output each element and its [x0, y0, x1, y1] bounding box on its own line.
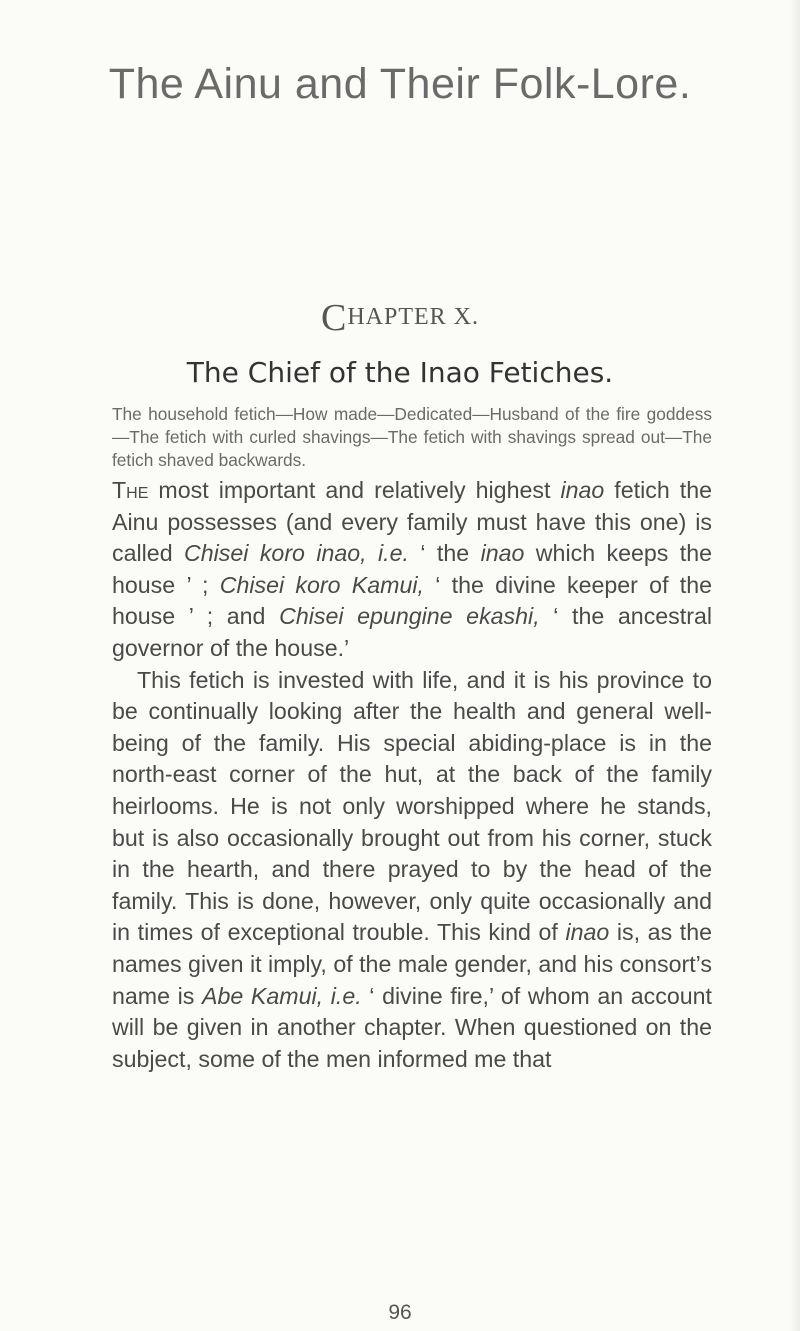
page-edge-shadow — [790, 0, 800, 1331]
text-run: ‘ the — [408, 540, 481, 567]
text-run: ‘ divine fire,’ of whom an account will be given in another chapter. When questioned on the subject, some of the men informed me that — [112, 982, 712, 1072]
text-run: most important and relatively highest — [148, 477, 561, 503]
chapter-initial: C — [320, 297, 348, 339]
text-run: ‘ the ancestral governor of the house.’ — [112, 603, 712, 661]
paragraph-2 — [112, 665, 712, 1076]
paragraph-lead-word: The — [112, 477, 149, 503]
italic-term: Abe Kamui, i.e. — [202, 982, 362, 1009]
chapter-heading — [0, 296, 800, 340]
italic-term: Chisei koro inao, i.e. — [184, 540, 409, 567]
italic-term: Chisei epungine ekashi, — [279, 603, 540, 630]
paragraph-1 — [112, 475, 712, 665]
italic-term: Chisei koro Kamui, — [219, 571, 424, 598]
text-run: This fetich is invested with life, and it is his province to be continually looking after the health and general well-being of the family. His special abiding-place is in the north-east corner of the hut, at the back of the family heirlooms. He is not only worshipped where he stands, but is also occasionally brought out from his corner, stuck in the hearth, and there prayed to by the head of the family. This is done, however, only quite occasionally and in times of exceptional trouble. This kind of — [112, 666, 712, 946]
body-text — [112, 475, 712, 1075]
chapter-title: The Chief of the Inao Fetiches. — [186, 356, 614, 389]
italic-term: inao — [480, 540, 525, 567]
text-run: which keeps the house ’ ; — [112, 540, 713, 598]
text-run: is, as the names given it imply, of the male gender, and his consort’s name is — [112, 919, 712, 1009]
text-run: ‘ the divine keeper of the house ’ ; and — [112, 571, 713, 630]
italic-term: inao — [565, 919, 610, 946]
page-number: 96 — [388, 1301, 412, 1324]
chapter-synopsis: The household fetich—How made—Dedicated—Husband of the fire goddess—The fetich with curled shavings—The fetich with shavings spread out—The fetich shaved backwards. — [112, 404, 712, 470]
chapter-number: HAPTER X. — [347, 304, 480, 330]
text-run: fetich the Ainu possesses (and every family must have this one) is called — [112, 477, 712, 567]
running-title: The Ainu and Their Folk-Lore. — [108, 60, 692, 108]
italic-term: inao — [560, 477, 605, 503]
